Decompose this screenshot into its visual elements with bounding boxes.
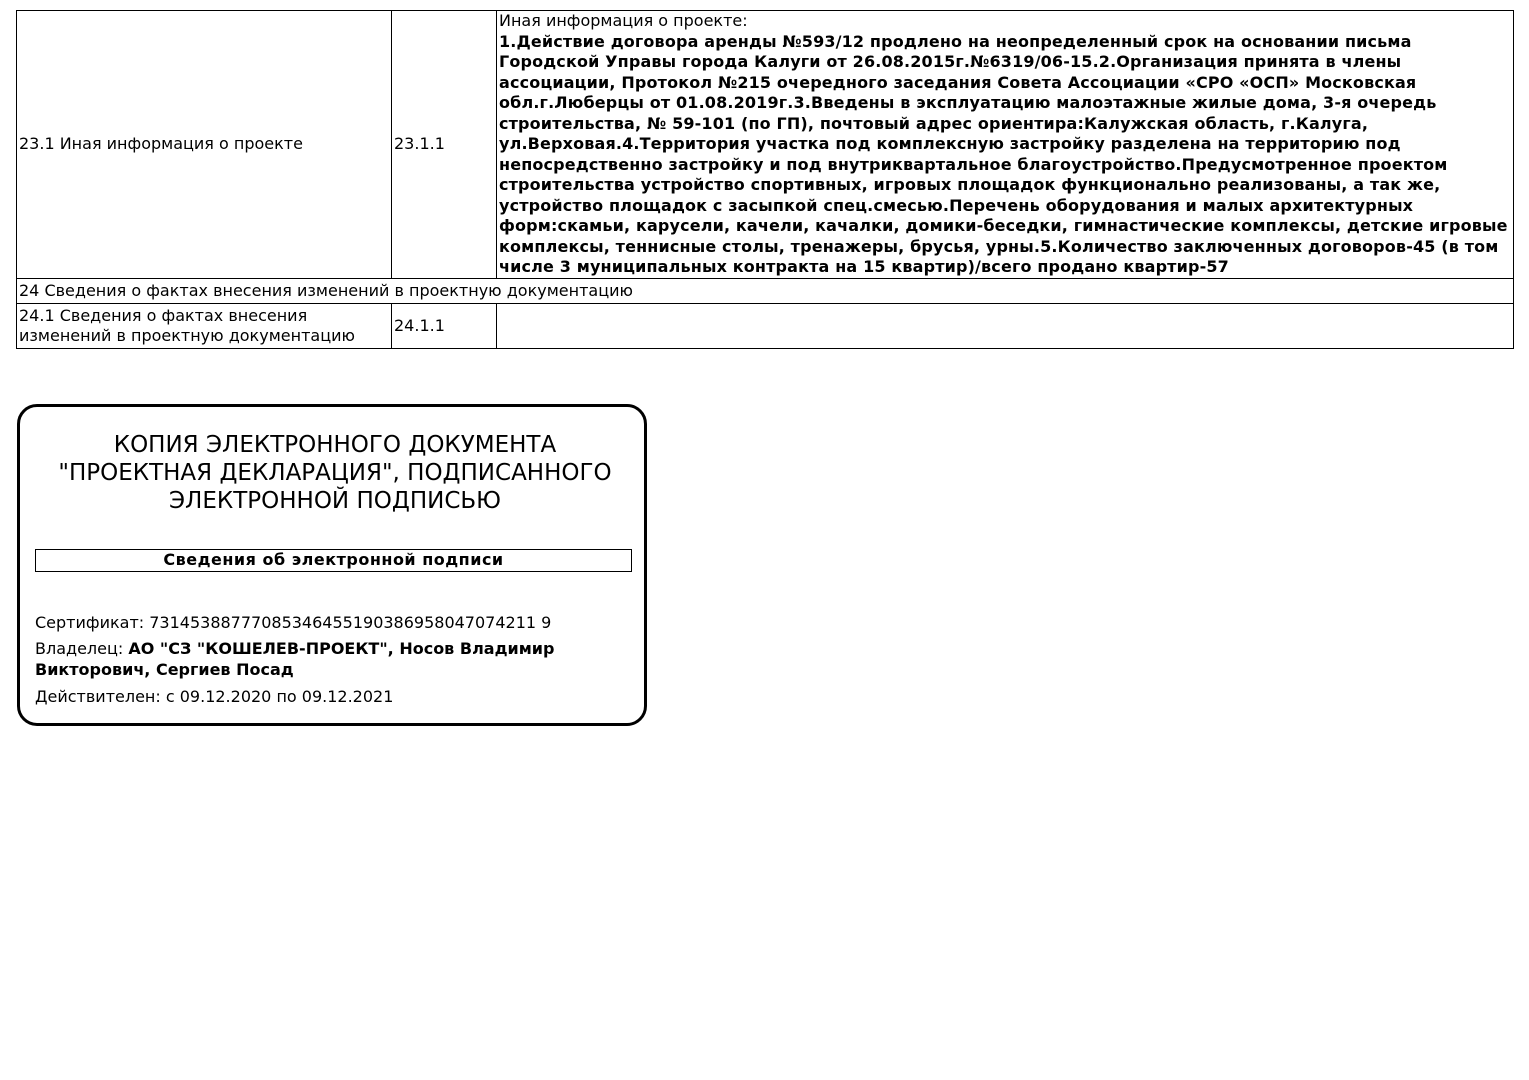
stamp-title: КОПИЯ ЭЛЕКТРОННОГО ДОКУМЕНТА "ПРОЕКТНАЯ ДЕКЛАРАЦИЯ", ПОДПИСАННОГО ЭЛЕКТРОННОЙ ПОДПИСЬЮ — [58, 432, 612, 514]
certificate-value: 73145388777085346455190386958047074211 9 — [149, 613, 552, 632]
row-code: 24.1.1 — [392, 304, 497, 349]
table-row-23-1 — [17, 11, 1514, 279]
row-label: 24.1 Сведения о фактах внесения изменений в проектную документацию — [17, 304, 392, 349]
row-code: 23.1.1 — [392, 11, 497, 279]
signature-stamp — [17, 404, 647, 726]
validity-line: Действителен: с 09.12.2020 по 09.12.2021 — [35, 687, 394, 706]
stamp-subheading: Сведения об электронной подписи — [35, 549, 632, 572]
table-row-24-1 — [17, 304, 1514, 349]
owner-line — [35, 638, 615, 680]
row-value — [497, 304, 1514, 349]
certificate-line — [35, 612, 615, 633]
row-value — [497, 11, 1514, 279]
info-text: 1.Действие договора аренды №593/12 продлено на неопределенный срок на основании письма Городской Управы города Калуги от 26.08.2015г.№6319/06-15.2.Организация принята в члены ассоциации, Протокол №215 очередного заседания Совета Ассоциации «СРО «ОСП» Московская обл.г.Люберцы от 01.08.2019г.3.Введены в эксплуатацию малоэтажные жилые дома, 3-я очередь строительства, № 59-101 (по ГП), почтовый адрес ориентира:Калужская область, г.Калуга, ул.Верховая.4.Территория участка под комплексную застройку разделена на территорию под непосредственно застройку и под внутриквартальное благоустройство.Предусмотренное проектом строительства устройство спортивных, игровых площадок функционально реализованы, а так же, устройство площадок с засыпкой спец.смесью.Перечень оборудования и малых архитектурных форм:скамьи, карусели, качели, качалки, домики-беседки, гимнастические комплексы, детские игровые комплексы, теннисные столы, тренажеры, брусья, урны.5.Количество заключенных договоров-45 (в том числе 3 муниципальных контракта на 15 квартир)/всего продано квартир-57 — [499, 31, 1508, 277]
declaration-table — [16, 10, 1514, 349]
info-heading: Иная информация о проекте: — [499, 11, 748, 31]
row-label: 23.1 Иная информация о проекте — [17, 11, 392, 279]
certificate-label: Сертификат: — [35, 613, 150, 632]
section-header-row-24 — [17, 279, 1514, 304]
section-header: 24 Сведения о фактах внесения изменений в проектную документацию — [17, 279, 1514, 304]
owner-value: АО "СЗ "КОШЕЛЕВ-ПРОЕКТ", Носов Владимир Викторович, Сергиев Посад — [35, 639, 555, 679]
owner-label: Владелец: — [35, 639, 129, 658]
